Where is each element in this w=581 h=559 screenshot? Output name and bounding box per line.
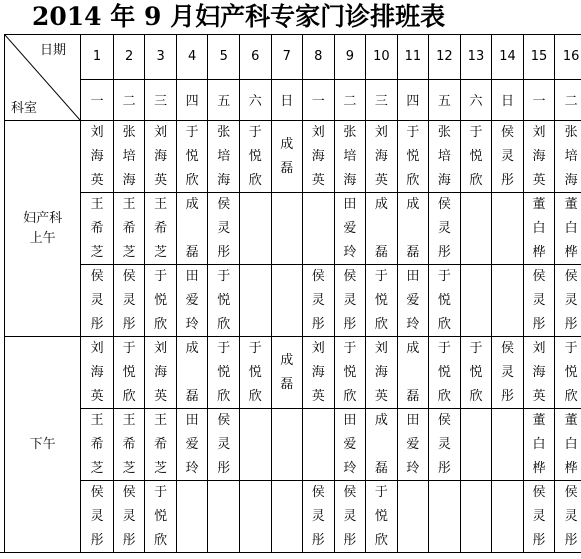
doctor-name: 王 希 芝 bbox=[81, 194, 113, 264]
doctor-name: 于 悦 欣 bbox=[240, 338, 271, 408]
doctor-name bbox=[461, 410, 492, 480]
doctor-name: 侯 灵 彤 bbox=[208, 194, 239, 264]
doctor-name: 于 悦 欣 bbox=[366, 266, 397, 336]
schedule-body bbox=[5, 35, 581, 553]
weekday: 三 bbox=[145, 79, 177, 120]
doctor-name: 刘 海 英 bbox=[81, 122, 113, 192]
doctor-cell bbox=[460, 121, 492, 193]
doctor-name bbox=[398, 482, 429, 552]
day-number: 8 bbox=[303, 35, 335, 80]
day-number: 1 bbox=[81, 35, 114, 80]
doctor-cell bbox=[208, 409, 240, 481]
doctor-cell bbox=[523, 193, 555, 265]
day-number: 6 bbox=[239, 35, 271, 80]
doctor-cell bbox=[523, 121, 555, 193]
weekday: 五 bbox=[429, 79, 461, 120]
doctor-cell bbox=[555, 481, 581, 553]
doctor-cell bbox=[81, 409, 114, 481]
doctor-cell bbox=[555, 121, 581, 193]
doctor-cell bbox=[366, 481, 398, 553]
doctor-cell bbox=[460, 481, 492, 553]
doctor-name: 董 白 桦 bbox=[524, 410, 555, 480]
weekday: 四 bbox=[397, 79, 429, 120]
table-row bbox=[5, 409, 581, 481]
doctor-name: 刘 海 英 bbox=[303, 338, 334, 408]
doctor-cell bbox=[460, 265, 492, 337]
doctor-name bbox=[492, 410, 523, 480]
doctor-name: 董 白 桦 bbox=[555, 410, 581, 480]
doctor-name bbox=[461, 194, 492, 264]
doctor-name: 刘 海 英 bbox=[81, 338, 113, 408]
doctor-cell bbox=[145, 409, 177, 481]
doctor-cell bbox=[176, 121, 208, 193]
doctor-cell bbox=[176, 481, 208, 553]
doctor-cell bbox=[366, 337, 398, 409]
doctor-name: 董 白 桦 bbox=[555, 194, 581, 264]
doctor-name: 侯 灵 彤 bbox=[335, 266, 366, 336]
doctor-cell bbox=[113, 265, 145, 337]
doctor-cell bbox=[555, 193, 581, 265]
doctor-name: 于 悦 欣 bbox=[555, 338, 581, 408]
doctor-name bbox=[240, 266, 271, 336]
doctor-name: 于 悦 欣 bbox=[429, 338, 460, 408]
doctor-name: 张 培 海 bbox=[335, 122, 366, 192]
doctor-name: 侯 灵 彤 bbox=[303, 266, 334, 336]
table-row bbox=[5, 481, 581, 553]
doctor-cell bbox=[303, 265, 335, 337]
doctor-cell bbox=[460, 409, 492, 481]
doctor-name: 于 悦 欣 bbox=[145, 482, 176, 552]
doctor-cell bbox=[334, 337, 366, 409]
day-number: 5 bbox=[208, 35, 240, 80]
doctor-name: 刘 海 英 bbox=[303, 122, 334, 192]
doctor-cell bbox=[271, 121, 303, 193]
day-number: 15 bbox=[523, 35, 555, 80]
doctor-cell bbox=[492, 193, 524, 265]
doctor-name: 田 爱 玲 bbox=[177, 266, 208, 336]
day-number: 12 bbox=[429, 35, 461, 80]
doctor-name: 侯 灵 彤 bbox=[114, 482, 145, 552]
doctor-cell bbox=[176, 409, 208, 481]
doctor-name: 侯 灵 彤 bbox=[429, 194, 460, 264]
doctor-cell bbox=[303, 193, 335, 265]
doctor-cell bbox=[145, 481, 177, 553]
doctor-name: 成 磊 bbox=[398, 194, 429, 264]
doctor-name: 侯 灵 彤 bbox=[429, 410, 460, 480]
schedule-table bbox=[4, 34, 581, 553]
doctor-cell bbox=[492, 481, 524, 553]
doctor-cell bbox=[239, 265, 271, 337]
doctor-cell bbox=[429, 265, 461, 337]
doctor-cell bbox=[113, 193, 145, 265]
doctor-name bbox=[492, 482, 523, 552]
doctor-cell bbox=[208, 193, 240, 265]
doctor-cell bbox=[429, 193, 461, 265]
doctor-name bbox=[303, 410, 334, 480]
table-row bbox=[5, 337, 581, 409]
doctor-name: 于 悦 欣 bbox=[366, 482, 397, 552]
doctor-cell bbox=[397, 481, 429, 553]
doctor-name: 于 悦 欣 bbox=[461, 338, 492, 408]
doctor-name: 于 悦 欣 bbox=[208, 338, 239, 408]
doctor-cell bbox=[303, 337, 335, 409]
section-label: 下午 bbox=[5, 337, 81, 553]
doctor-cell bbox=[334, 481, 366, 553]
doctor-cell bbox=[208, 265, 240, 337]
doctor-cell bbox=[81, 121, 114, 193]
doctor-name: 侯 灵 彤 bbox=[114, 266, 145, 336]
doctor-cell bbox=[492, 409, 524, 481]
doctor-name: 成 磊 bbox=[366, 410, 397, 480]
doctor-cell bbox=[429, 121, 461, 193]
doctor-cell bbox=[208, 121, 240, 193]
doctor-cell bbox=[555, 409, 581, 481]
doctor-name: 成 磊 bbox=[272, 338, 303, 408]
doctor-name bbox=[240, 410, 271, 480]
doctor-cell bbox=[271, 193, 303, 265]
weekday: 一 bbox=[523, 79, 555, 120]
doctor-cell bbox=[208, 481, 240, 553]
doctor-name: 王 希 芝 bbox=[114, 410, 145, 480]
doctor-cell bbox=[334, 121, 366, 193]
doctor-cell bbox=[397, 265, 429, 337]
doctor-name: 侯 灵 彤 bbox=[81, 482, 113, 552]
doctor-cell bbox=[523, 409, 555, 481]
doctor-name: 成 磊 bbox=[272, 122, 303, 192]
doctor-cell bbox=[397, 121, 429, 193]
day-number: 10 bbox=[366, 35, 398, 80]
weekday: 四 bbox=[176, 79, 208, 120]
doctor-cell bbox=[555, 265, 581, 337]
doctor-cell bbox=[239, 337, 271, 409]
doctor-cell bbox=[429, 481, 461, 553]
doctor-name bbox=[272, 482, 303, 552]
doctor-cell bbox=[492, 337, 524, 409]
doctor-cell bbox=[492, 265, 524, 337]
doctor-name: 张 培 海 bbox=[555, 122, 581, 192]
doctor-cell bbox=[81, 481, 114, 553]
doctor-cell bbox=[523, 481, 555, 553]
weekday: 六 bbox=[239, 79, 271, 120]
doctor-cell bbox=[271, 265, 303, 337]
corner-dept-label: 科室 bbox=[11, 97, 37, 116]
doctor-name: 于 悦 欣 bbox=[114, 338, 145, 408]
header-row-dates bbox=[5, 35, 581, 80]
doctor-cell bbox=[113, 409, 145, 481]
doctor-name bbox=[272, 266, 303, 336]
doctor-name bbox=[272, 194, 303, 264]
doctor-name: 成 磊 bbox=[398, 338, 429, 408]
doctor-name: 侯 灵 彤 bbox=[303, 482, 334, 552]
doctor-name: 刘 海 英 bbox=[145, 122, 176, 192]
corner-date-label: 日期 bbox=[40, 39, 66, 58]
doctor-name: 于 悦 欣 bbox=[398, 122, 429, 192]
header-row-weekdays bbox=[5, 79, 581, 120]
doctor-cell bbox=[460, 337, 492, 409]
doctor-cell bbox=[334, 409, 366, 481]
doctor-name bbox=[177, 482, 208, 552]
doctor-cell bbox=[271, 481, 303, 553]
page-title: 2014 年 9 月妇产科专家门诊排班表 bbox=[0, 0, 581, 34]
weekday: 一 bbox=[81, 79, 114, 120]
doctor-name: 于 悦 欣 bbox=[461, 122, 492, 192]
doctor-cell bbox=[239, 193, 271, 265]
doctor-name: 于 悦 欣 bbox=[145, 266, 176, 336]
weekday: 日 bbox=[271, 79, 303, 120]
doctor-name: 成 磊 bbox=[177, 338, 208, 408]
doctor-name bbox=[208, 482, 239, 552]
doctor-cell bbox=[397, 337, 429, 409]
doctor-name bbox=[240, 194, 271, 264]
doctor-name: 于 悦 欣 bbox=[240, 122, 271, 192]
doctor-cell bbox=[145, 193, 177, 265]
doctor-cell bbox=[145, 337, 177, 409]
doctor-cell bbox=[81, 337, 114, 409]
section-label: 妇产科 上午 bbox=[5, 121, 81, 337]
doctor-name: 王 希 芝 bbox=[81, 410, 113, 480]
doctor-cell bbox=[239, 121, 271, 193]
day-number: 14 bbox=[492, 35, 524, 80]
doctor-cell bbox=[239, 481, 271, 553]
doctor-cell bbox=[176, 193, 208, 265]
doctor-cell bbox=[208, 337, 240, 409]
weekday: 二 bbox=[555, 79, 581, 120]
doctor-name: 侯 灵 彤 bbox=[335, 482, 366, 552]
doctor-cell bbox=[492, 121, 524, 193]
doctor-name: 田 爱 玲 bbox=[177, 410, 208, 480]
doctor-cell bbox=[397, 193, 429, 265]
doctor-name: 董 白 桦 bbox=[524, 194, 555, 264]
doctor-name: 侯 灵 彤 bbox=[208, 410, 239, 480]
doctor-cell bbox=[145, 121, 177, 193]
doctor-name: 张 培 海 bbox=[114, 122, 145, 192]
doctor-name: 田 爱 玲 bbox=[335, 194, 366, 264]
doctor-cell bbox=[176, 265, 208, 337]
day-number: 11 bbox=[397, 35, 429, 80]
weekday: 一 bbox=[303, 79, 335, 120]
weekday: 三 bbox=[366, 79, 398, 120]
doctor-name: 刘 海 英 bbox=[366, 338, 397, 408]
doctor-name: 侯 灵 彤 bbox=[555, 266, 581, 336]
weekday: 二 bbox=[113, 79, 145, 120]
doctor-name: 刘 海 英 bbox=[524, 338, 555, 408]
doctor-cell bbox=[334, 193, 366, 265]
day-number: 2 bbox=[113, 35, 145, 80]
doctor-cell bbox=[113, 481, 145, 553]
doctor-cell bbox=[366, 193, 398, 265]
doctor-name: 于 悦 欣 bbox=[335, 338, 366, 408]
table-row bbox=[5, 193, 581, 265]
doctor-name: 于 悦 欣 bbox=[429, 266, 460, 336]
doctor-cell bbox=[523, 265, 555, 337]
doctor-name: 田 爱 玲 bbox=[398, 410, 429, 480]
doctor-name: 于 悦 欣 bbox=[208, 266, 239, 336]
doctor-cell bbox=[523, 337, 555, 409]
day-number: 4 bbox=[176, 35, 208, 80]
day-number: 9 bbox=[334, 35, 366, 80]
doctor-cell bbox=[460, 193, 492, 265]
day-number: 7 bbox=[271, 35, 303, 80]
doctor-cell bbox=[113, 121, 145, 193]
doctor-name: 王 希 芝 bbox=[114, 194, 145, 264]
doctor-name: 张 培 海 bbox=[429, 122, 460, 192]
doctor-cell bbox=[366, 121, 398, 193]
doctor-name: 王 希 芝 bbox=[145, 410, 176, 480]
doctor-name bbox=[461, 266, 492, 336]
doctor-name bbox=[272, 410, 303, 480]
doctor-name: 田 爱 玲 bbox=[398, 266, 429, 336]
doctor-cell bbox=[271, 409, 303, 481]
doctor-name: 侯 灵 彤 bbox=[492, 338, 523, 408]
doctor-name bbox=[461, 482, 492, 552]
doctor-cell bbox=[303, 409, 335, 481]
table-row bbox=[5, 121, 581, 193]
weekday: 二 bbox=[334, 79, 366, 120]
weekday: 六 bbox=[460, 79, 492, 120]
doctor-name: 成 磊 bbox=[366, 194, 397, 264]
doctor-name bbox=[429, 482, 460, 552]
doctor-name: 张 培 海 bbox=[208, 122, 239, 192]
doctor-name: 刘 海 英 bbox=[524, 122, 555, 192]
doctor-cell bbox=[303, 481, 335, 553]
doctor-name: 王 希 芝 bbox=[145, 194, 176, 264]
weekday: 日 bbox=[492, 79, 524, 120]
doctor-cell bbox=[145, 265, 177, 337]
doctor-name: 侯 灵 彤 bbox=[81, 266, 113, 336]
doctor-name: 侯 灵 彤 bbox=[492, 122, 523, 192]
doctor-name: 侯 灵 彤 bbox=[555, 482, 581, 552]
doctor-name: 田 爱 玲 bbox=[335, 410, 366, 480]
doctor-cell bbox=[239, 409, 271, 481]
doctor-cell bbox=[397, 409, 429, 481]
day-number: 16 bbox=[555, 35, 581, 80]
doctor-cell bbox=[429, 337, 461, 409]
doctor-cell bbox=[176, 337, 208, 409]
doctor-cell bbox=[334, 265, 366, 337]
doctor-name: 侯 灵 彤 bbox=[524, 482, 555, 552]
doctor-name: 刘 海 英 bbox=[145, 338, 176, 408]
day-number: 3 bbox=[145, 35, 177, 80]
doctor-cell bbox=[429, 409, 461, 481]
doctor-name: 于 悦 欣 bbox=[177, 122, 208, 192]
doctor-name: 成 磊 bbox=[177, 194, 208, 264]
doctor-cell bbox=[271, 337, 303, 409]
doctor-name bbox=[240, 482, 271, 552]
day-number: 13 bbox=[460, 35, 492, 80]
doctor-cell bbox=[81, 265, 114, 337]
doctor-cell bbox=[303, 121, 335, 193]
doctor-cell bbox=[555, 337, 581, 409]
table-row bbox=[5, 265, 581, 337]
doctor-cell bbox=[366, 265, 398, 337]
doctor-cell bbox=[113, 337, 145, 409]
doctor-name bbox=[492, 194, 523, 264]
doctor-cell bbox=[366, 409, 398, 481]
doctor-cell bbox=[81, 193, 114, 265]
weekday: 五 bbox=[208, 79, 240, 120]
doctor-name bbox=[303, 194, 334, 264]
doctor-name: 侯 灵 彤 bbox=[524, 266, 555, 336]
corner-header bbox=[5, 35, 81, 121]
doctor-name bbox=[492, 266, 523, 336]
doctor-name: 刘 海 英 bbox=[366, 122, 397, 192]
